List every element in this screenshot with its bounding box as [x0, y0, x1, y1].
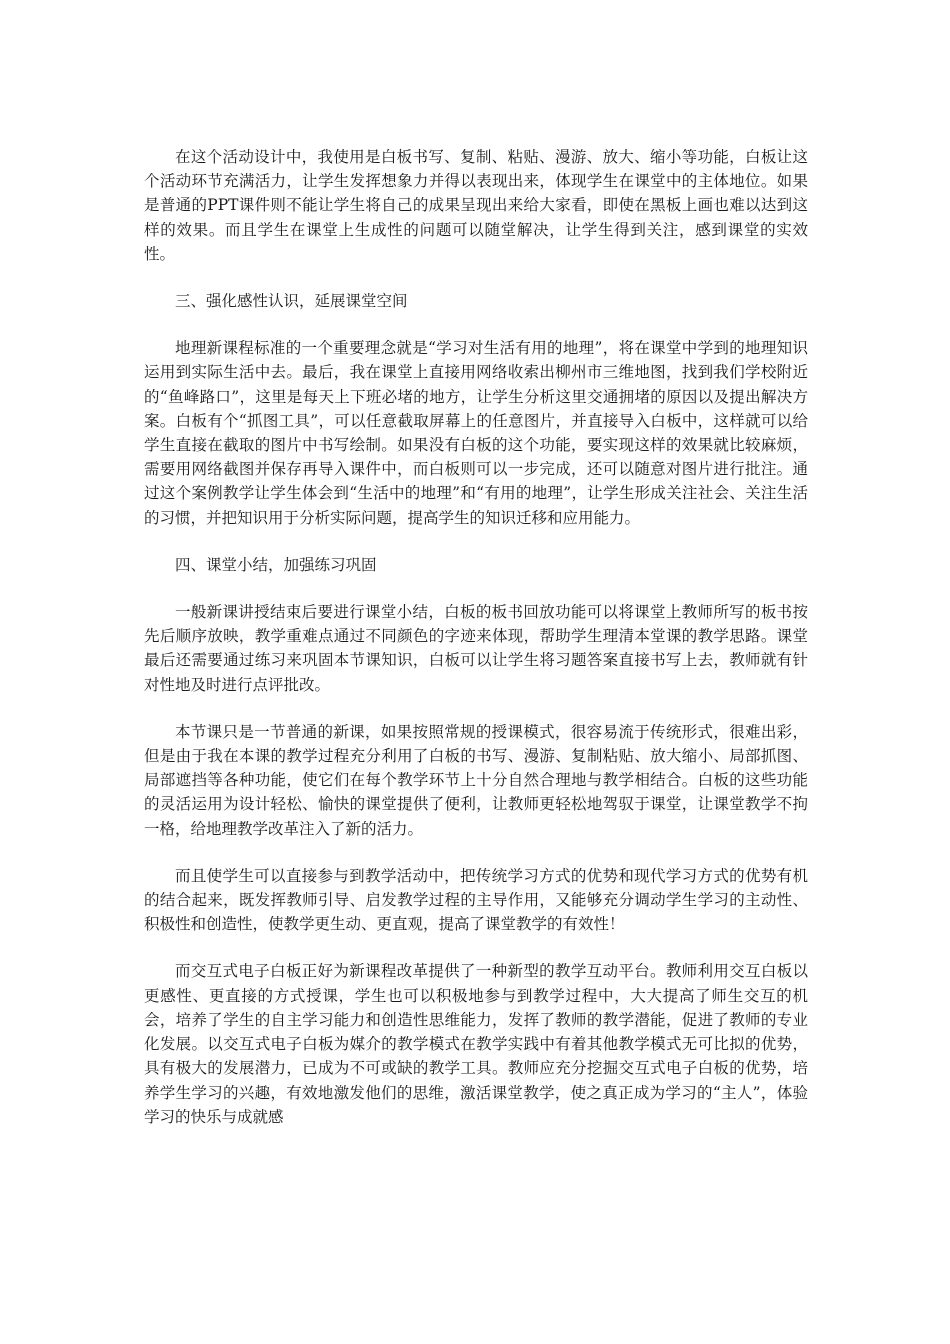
paragraph-lesson-reflection: 本节课只是一节普通的新课，如果按照常规的授课模式，很容易流于传统形式，很难出彩，但是由于我在本课的教学过程充分利用了白板的书写、漫游、复制粘贴、放大缩小、局部抓图、局部遮挡等各种功能，使它们在每个教学环节上十分自然合理地与教学相结合。白板的这些功能的灵活运用为设计轻松、愉快的课堂提供了便利，让教师更轻松地驾驭于课堂，让课堂教学不拘一格，给地理教学改革注入了新的活力。	[144, 722, 808, 838]
section-heading-4: 四、课堂小结，加强练习巩固	[175, 555, 377, 574]
paragraph-student-participation: 而且使学生可以直接参与到教学活动中，把传统学习方式的优势和现代学习方式的优势有机的结合起来，既发挥教师引导、启发教学过程的主导作用，又能够充分调动学生学习的主动性、积极性和创造性，使教学更生动、更直观，提高了课堂教学的有效性！	[144, 866, 808, 934]
paragraph-lesson-summary: 一般新课讲授结束后要进行课堂小结，白板的板书回放功能可以将课堂上教师所写的板书按先后顺序放映，教学重难点通过不同颜色的字迹来体现，帮助学生理清本堂课的教学思路。课堂最后还需要通过练习来巩固本节课知识，白板可以让学生将习题答案直接书写上去，教师就有针对性地及时进行点评批改。	[144, 603, 808, 694]
paragraph-geography-life: 地理新课程标准的一个重要理念就是“学习对生活有用的地理”，将在课堂中学到的地理知识运用到实际生活中去。最后，我在课堂上直接用网络收索出柳州市三维地图，找到我们学校附近的“鱼峰路口”，这里是每天上下班必堵的地方，让学生分析这里交通拥堵的原因以及提出解决方案。白板有个“抓图工具”，可以任意截取屏幕上的任意图片，并直接导入白板中，这样就可以给学生直接在截取的图片中书写绘制。如果没有白板的这个功能，要实现这样的效果就比较麻烦，需要用网络截图并保存再导入课件中，而白板则可以一步完成，还可以随意对图片进行批注。通过这个案例教学让学生体会到“生活中的地理”和“有用的地理”，让学生形成关注社会、关注生活的习惯，并把知识用于分析实际问题，提高学生的知识迁移和应用能力。	[144, 339, 808, 527]
paragraph-whiteboard-activity: 在这个活动设计中，我使用是白板书写、复制、粘贴、漫游、放大、缩小等功能，白板让这个活动环节充满活力，让学生发挥想象力并得以表现出来，体现学生在课堂中的主体地位。如果是普通的PPT课件则不能让学生将自己的成果呈现出来给大家看，即使在黑板上画也难以达到这样的效果。而且学生在课堂上生成性的问题可以随堂解决，让学生得到关注，感到课堂的实效性。	[144, 148, 808, 263]
document-body	[144, 145, 808, 1152]
paragraph-conclusion: 而交互式电子白板正好为新课程改革提供了一种新型的教学互动平台。教师利用交互白板以更感性、更直接的方式授课，学生也可以积极地参与到教学过程中，大大提高了师生交互的机会，培养了学生的自主学习能力和创造性思维能力，发挥了教师的教学潜能，促进了教师的专业化发展。以交互式电子白板为媒介的教学模式在教学实践中有着其他教学模式无可比拟的优势，具有极大的发展潜力，已成为不可或缺的教学工具。教师应充分挖掘交互式电子白板的优势，培养学生学习的兴趣，有效地激发他们的思维，激活课堂教学，使之真正成为学习的“主人”，体验学习的快乐与成就感	[144, 962, 808, 1126]
section-heading-3: 三、强化感性认识，延展课堂空间	[175, 292, 408, 311]
